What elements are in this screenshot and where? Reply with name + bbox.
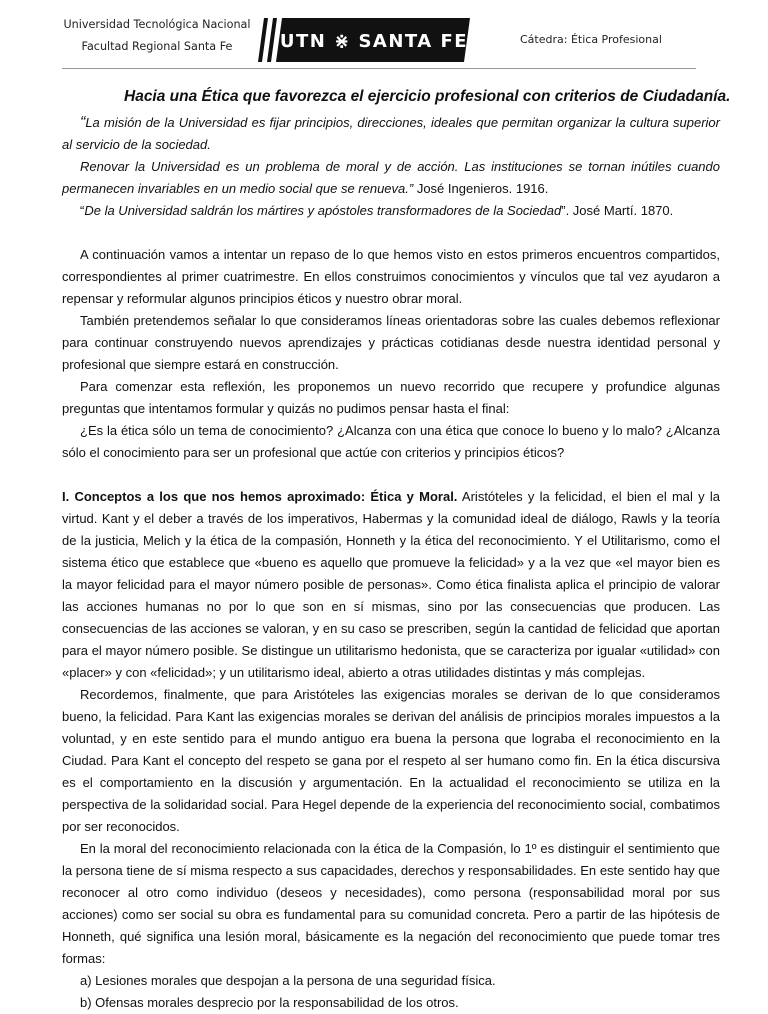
utn-logo (258, 18, 470, 62)
university-name: Universidad Tecnológica Nacional (63, 18, 251, 31)
page-header (0, 0, 768, 70)
quote-3-source: ”. José Martí. 1870. (561, 203, 674, 218)
quote-2 (62, 156, 720, 200)
institution-block (62, 14, 252, 58)
quote-1 (62, 112, 720, 156)
logo-text: UTN ⋇ SANTA FE (279, 31, 469, 52)
list-item: b) Ofensas morales desprecio por la responsabilidad de los otros. (80, 995, 459, 1010)
quote-1-open-mark: “ (80, 114, 86, 131)
paragraph-objectives: También pretendemos señalar lo que consideramos líneas orientadoras sobre las cuales debemos reflexionar para continuar construyendo nuevos aprendizajes y prácticas cotidianas desde nuestra identidad personal y profesional que siempre estará en construcción. (62, 313, 720, 372)
paragraph-questions: ¿Es la ética sólo un tema de conocimiento? ¿Alcanza con una ética que conoce lo bueno y lo malo? ¿Alcanza sólo el conocimiento para ser un profesional que actúe con criterios y principios éticos? (62, 423, 720, 460)
quote-2-text: Renovar la Universidad es un problema de moral y de acción. Las instituciones se tornan inútiles cuando permanecen invariables en un medio social que se renueva.” (62, 159, 720, 196)
paragraph-intro: A continuación vamos a intentar un repaso de lo que hemos visto en estos primeros encuentros compartidos, correspondientes al primer cuatrimestre. En ellos construimos conocimientos y vínculos que tal vez ayudaron a repensar y reformular algunos principios éticos y nuestro obrar moral. (62, 247, 720, 306)
section-concepts (62, 486, 720, 684)
faculty-name: Facultad Regional Santa Fe (81, 40, 233, 53)
paragraph-recap: Recordemos, finalmente, que para Aristóteles las exigencias morales se derivan de lo que consideramos bueno, la felicidad. Para Kant las exigencias morales se derivan del análisis de principios morales impuestos a la voluntad, y en este sentido para el mundo antiguo era buena la persona que lograba el reconocimiento en la Ciudad. Para Kant el concepto del respeto se gana por el respeto al ser humano como fin. En la ética discursiva es el comportamiento en la discusión y argumentación. En la actualidad el reconocimiento se utiliza en la perspectiva de la solidaridad social. Para Hegel depende de la experiencia del reconocimiento social, combatimos por ser reconocidos. (62, 687, 720, 834)
quote-3 (62, 200, 720, 222)
section-heading: I. Conceptos a los que nos hemos aproximado: Ética y Moral. (62, 489, 458, 504)
quote-2-source: José Ingenieros. 1916. (413, 181, 549, 196)
page-title: Hacia una Ética que favorezca el ejercicio profesional con criterios de Ciudadanía. (124, 88, 731, 105)
document-body (62, 86, 731, 1014)
quote-1-text: La misión de la Universidad es fijar principios, direcciones, ideales que permitan organizar la cultura superior al servicio de la sociedad. (62, 115, 720, 152)
list-item: a) Lesiones morales que despojan a la persona de una seguridad física. (80, 973, 496, 988)
header-divider (62, 68, 696, 69)
course-label: Cátedra: Ética Profesional (520, 33, 662, 46)
quote-3-open-mark: “ (80, 203, 85, 218)
paragraph-reflection: Para comenzar esta reflexión, les proponemos un nuevo recorrido que recupere y profundice algunas preguntas que intentamos formular y quizás no pudimos pensar hasta el final: (62, 379, 720, 416)
section-concepts-text: Aristóteles y la felicidad, el bien el mal y la virtud. Kant y el deber a través de los imperativos, Habermas y la comunidad ideal de diálogo, Rawls y la teoría de la justicia, Melich y la ética de la compasión, Honneth y la ética del reconocimiento. Y el Utilitarismo, como el sistema ético que establece que «bueno es aquello que promueve la felicidad» y a la vez que «el mayor bien es la mayor felicidad para el mayor número posible de personas». Como ética finalista aplica el principio de valorar las acciones humanas no por lo que son en sí mismas, sino por las consecuencias que producen. Las consecuencias de las acciones se valoran, y en su caso se prescriben, según la cantidad de felicidad que aportan para el mayor número posible. Se distingue un utilitarismo hedonista, que se caracteriza por igualar «utilidad» con «placer» y con «felicidad»; y un utilitarismo ideal, abierto a otras utilidades distintas y más complejas. (62, 489, 720, 680)
paragraph-recognition: En la moral del reconocimiento relacionada con la ética de la Compasión, lo 1º es distinguir el sentimiento que la persona tiene de sí misma respecto a sus capacidades, derechos y responsabilidades. En este sentido hay que reconocer al otro como individuo (deseos y necesidades), como persona (responsabilidad moral por sus acciones) como ser social su obra es fundamental para su comunidad concreta. Pero a partir de las hipótesis de Honneth, qué significa una lesión moral, básicamente es la negación del reconocimiento que puede tomar tres formas: (62, 841, 720, 966)
quote-3-text: De la Universidad saldrán los mártires y apóstoles transformadores de la Sociedad (84, 203, 562, 218)
